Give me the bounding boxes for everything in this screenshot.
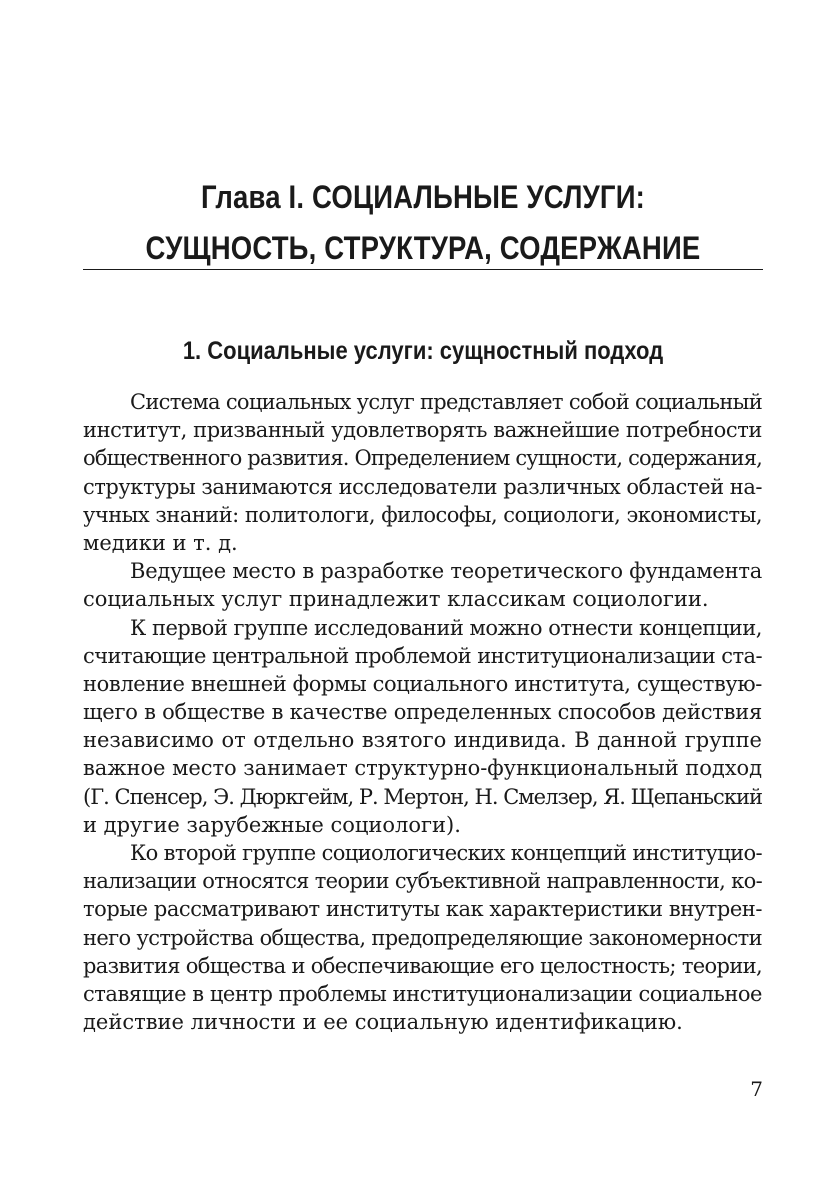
text-line: ставящие в центр проблемы институционализации социальное (83, 981, 762, 1006)
text-line: Система социальных услуг представляет собой социальный (130, 390, 762, 414)
text-line: Ведущее место в разработке теоретического фундамента (130, 559, 763, 584)
text-line: торые рассматривают институты как характеристики внутрен- (83, 897, 762, 922)
text-line: Ко второй группе социологических концепций институцио- (130, 841, 762, 865)
text-line: (Г. Спенсер, Э. Дюркгейм, Р. Мертон, Н. Смелзер, Я. Щепаньский (83, 784, 762, 809)
text-line: независимо от отдельно взятого индивида. В данной группе (83, 728, 762, 753)
text-line: К первой группе исследований можно отнести концепции, (130, 615, 762, 640)
text-line: него устройства общества, предопределяющие закономерности (83, 925, 762, 950)
text-line: общественного развития. Определением сущности, содержания, (83, 446, 762, 471)
text-line: институт, призванный удовлетворять важнейшие потребности (83, 418, 762, 443)
text-line: новление внешней формы социального института, существую- (83, 671, 762, 696)
chapter-title-line-2: СУЩНОСТЬ, СТРУКТУРА, СОДЕРЖАНИЕ (145, 230, 701, 266)
text-line: социальных услуг принадлежит классикам социологии. (83, 587, 709, 612)
chapter-title-line-1: Глава I. СОЦИАЛЬНЫЕ УСЛУГИ: (200, 179, 645, 215)
text-line: учных знаний: политологи, философы, социологи, экономисты, (83, 502, 762, 527)
text-line: важное место занимает структурно-функциональный подход (83, 756, 762, 781)
chapter-title (131, 172, 716, 274)
text-line: развития общества и обеспечивающие его целостность; теории, (83, 953, 762, 978)
page-number: 7 (750, 1077, 763, 1101)
text-line: щего в обществе в качестве определенных способов действия (83, 700, 762, 725)
text-line: медики и т. д. (83, 530, 238, 555)
text-line: нализации относятся теории субъективной направленности, ко- (83, 869, 762, 894)
text-line: считающие центральной проблемой институционализации ста- (83, 643, 762, 668)
section-title: 1. Социальные услуги: сущностный подход (182, 337, 664, 365)
text-line: структуры занимаются исследователи различных областей на- (83, 474, 762, 499)
text-line: действие личности и ее социальную идентификацию. (83, 1010, 683, 1035)
body-text (83, 388, 762, 1036)
text-line: и другие зарубежные социологи). (83, 812, 461, 837)
title-divider (83, 269, 763, 270)
